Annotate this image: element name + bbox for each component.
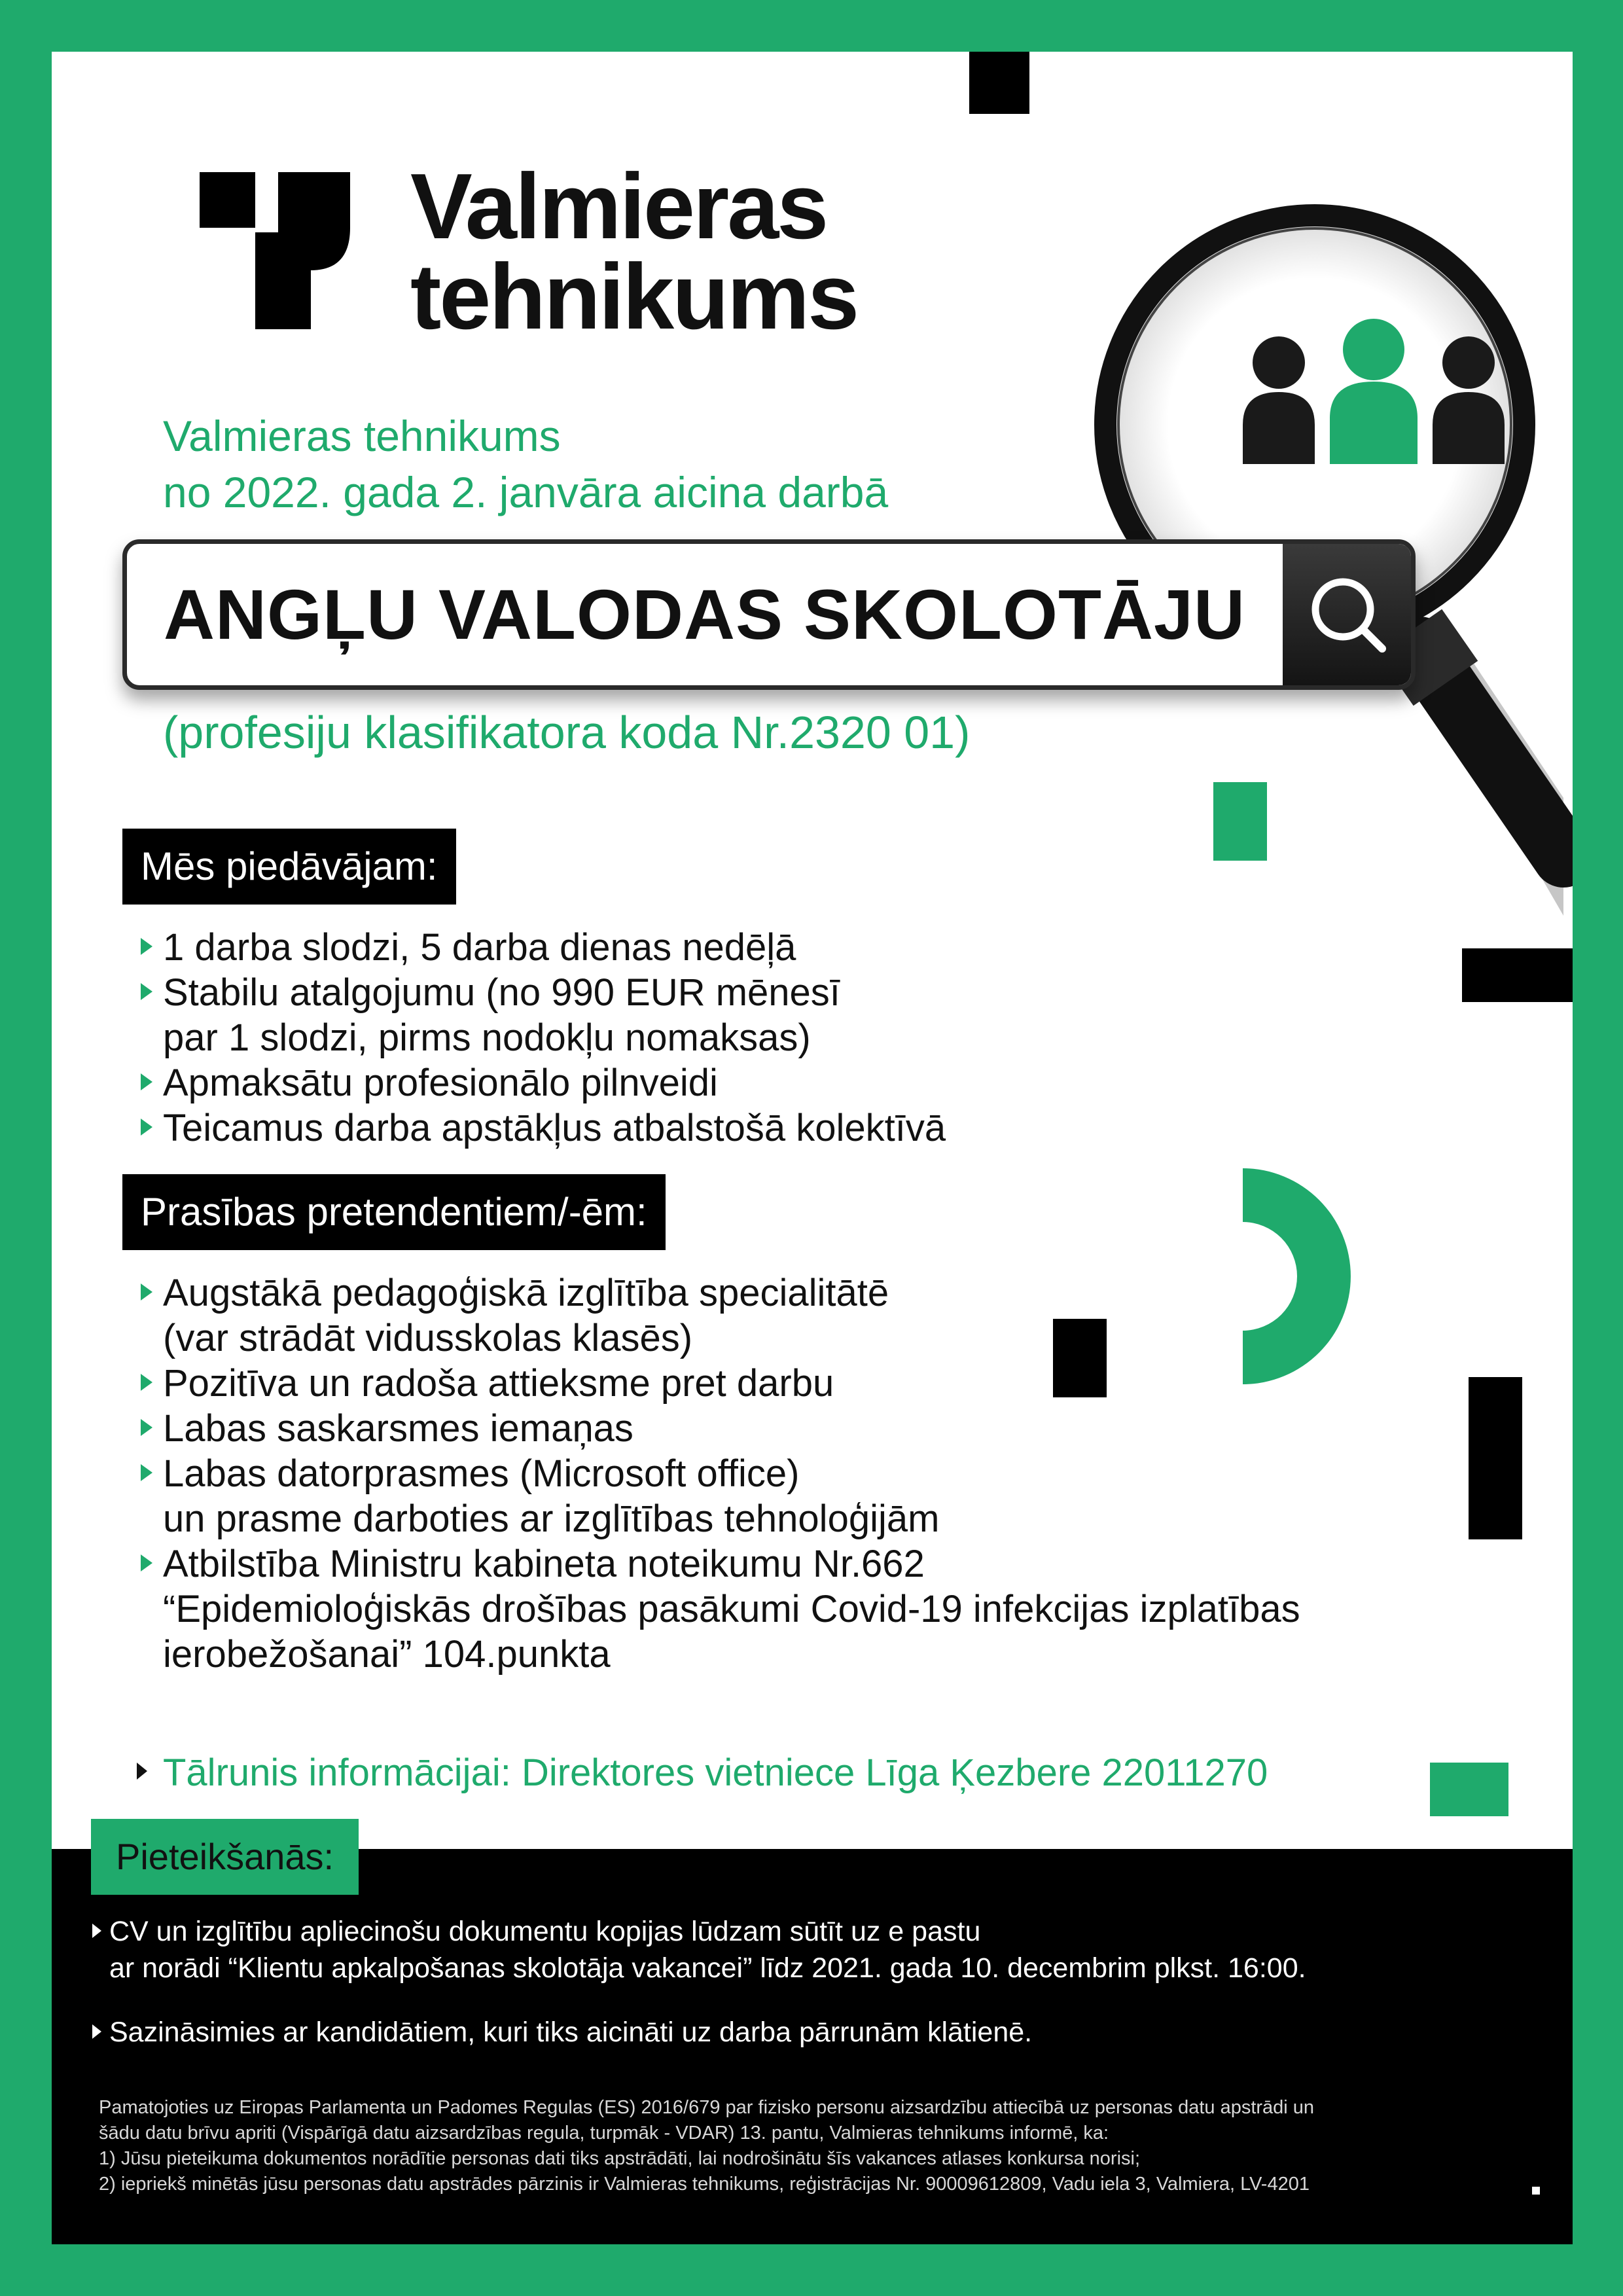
list-item: Sazināsimies ar kandidātiem, kuri tiks aicināti uz darba pārrunām klātienē. (92, 2014, 1306, 2051)
decor-bar-top (969, 52, 1029, 114)
list-item: Stabilu atalgojumu (no 990 EUR mēnesī (137, 970, 946, 1015)
job-title: ANGĻU VALODAS SKOLOTĀJU (164, 575, 1246, 654)
application-list (92, 1913, 1306, 2051)
intro-text (163, 408, 888, 520)
legal-line: 1) Jūsu pieteikuma dokumentos norādītie personas dati tiks apstrādāti, lai nodrošinātu šīs vakances atlases konkursa norisi; (99, 2148, 1141, 2169)
decor-rect-green (1430, 1763, 1508, 1816)
list-item: Pozitīva un radoša attieksme pret darbu (137, 1361, 1300, 1406)
legal-line: 2) iepriekš minētās jūsu personas datu apstrādes pārzinis ir Valmieras tehnikums, reģistrācijas Nr. 90009612809, Vadu iela 3, Valmiera, LV-4201 (99, 2174, 1310, 2195)
offer-list (137, 925, 946, 1151)
logo-wordmark (410, 154, 858, 349)
list-item: Teicamus darba apstākļus atbalstošā kolektīvā (137, 1105, 946, 1151)
offer-heading: Mēs piedāvājam: (122, 829, 456, 905)
job-title-search-bar (122, 539, 1416, 690)
profession-code: (profesiju klasifikatora koda Nr.2320 01) (163, 707, 971, 758)
decor-bar-vertical (1469, 1377, 1522, 1539)
list-item-continuation: ierobežošanai” 104.punkta (163, 1633, 611, 1676)
intro-line-2: no 2022. gada 2. janvāra aicina darbā (163, 468, 889, 516)
list-item-continuation: (var strādāt vidusskolas klasēs) (163, 1317, 693, 1359)
application-heading: Pieteikšanās: (91, 1819, 359, 1895)
search-button (1283, 544, 1411, 685)
list-item-continuation: “Epidemioloģiskās drošības pasākumi Covid-19 infekcijas izplatības (163, 1588, 1300, 1630)
requirements-list (137, 1270, 1300, 1677)
list-item: Apmaksātu profesionālo pilnveidi (137, 1060, 946, 1105)
list-item: Labas saskarsmes iemaņas (137, 1406, 1300, 1451)
legal-notice (99, 2095, 1314, 2197)
list-item: Atbilstība Ministru kabineta noteikumu Nr.662 (137, 1541, 1300, 1587)
people-group-icon (1223, 314, 1537, 484)
logo-line-1: Valmieras (410, 154, 827, 259)
phone-bullet (137, 1763, 147, 1780)
intro-line-1: Valmieras tehnikums (163, 412, 561, 460)
list-item: Augstākā pedagoģiskā izglītība specialitātē (137, 1270, 1300, 1316)
search-icon (1283, 544, 1411, 685)
requirements-heading: Prasības pretendentiem/-ēm: (122, 1174, 666, 1250)
logo-line-2: tehnikums (410, 245, 858, 349)
poster (52, 52, 1573, 2244)
logo-mark (200, 172, 350, 329)
legal-line: Pamatojoties uz Eiropas Parlamenta un Padomes Regulas (ES) 2016/679 par fizisko personu aizsardzību attiecībā uz personas datu apstrādi un (99, 2097, 1315, 2118)
phone-info: Tālrunis informācijai: Direktores vietniece Līga Ķezbere 22011270 (163, 1751, 1268, 1794)
list-item-continuation: par 1 slodzi, pirms nodokļu nomaksas) (163, 1016, 811, 1059)
legal-line: šādu datu brīvu apriti (Vispārīgā datu aizsardzības regula, turpmāk - VDAR) 13. pantu, Valmieras tehnikums informē, ka: (99, 2123, 1109, 2144)
end-mark (1532, 2187, 1540, 2195)
list-item: 1 darba slodzi, 5 darba dienas nedēļā (137, 925, 946, 970)
list-item-continuation: ar norādi “Klientu apkalpošanas skolotāja vakancei” līdz 2021. gada 10. decembrim plkst. 16:00. (109, 1952, 1306, 1984)
list-item-continuation: un prasme darboties ar izglītības tehnoloģijām (163, 1498, 940, 1540)
list-item: CV un izglītību apliecinošu dokumentu kopijas lūdzam sūtīt uz e pastu (92, 1913, 1306, 1950)
list-item: Labas datorprasmes (Microsoft office) (137, 1451, 1300, 1496)
